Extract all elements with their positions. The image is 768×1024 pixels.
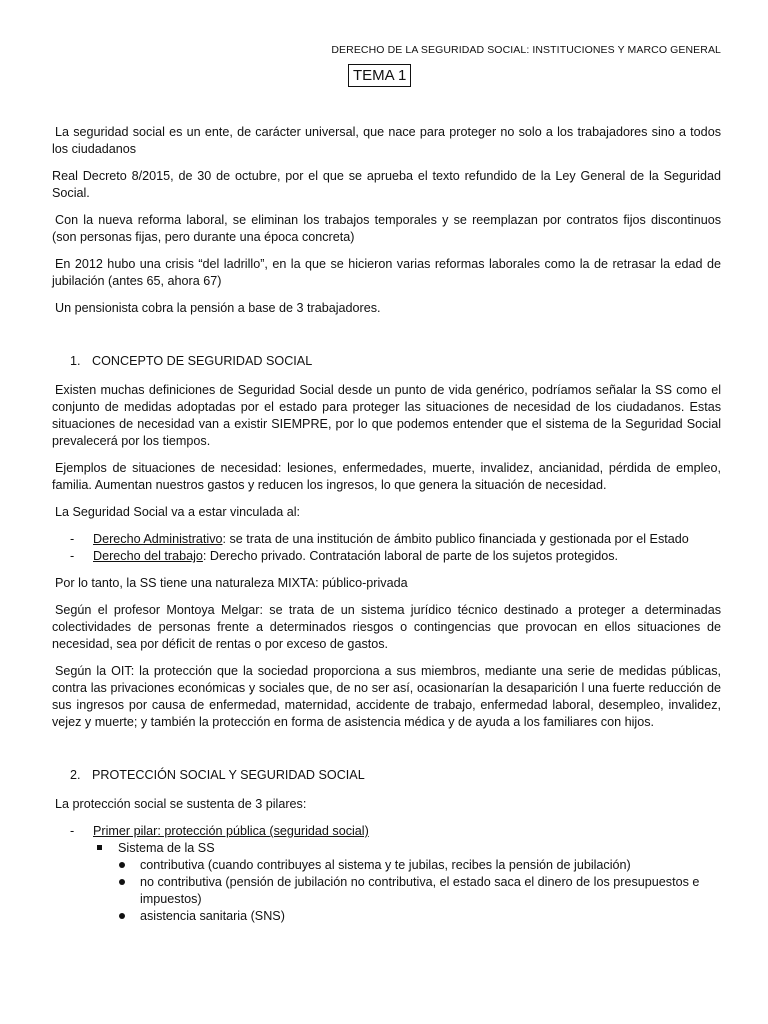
round-bullet-icon	[119, 879, 125, 885]
section-2-number: 2.	[70, 768, 81, 782]
intro-paragraph-4: En 2012 hubo una crisis “del ladrillo”, en la que se hicieron varias reformas laborales como la de retrasar la edad de jubilación (antes 65, ahora 67)	[52, 257, 721, 288]
dash-bullet: -	[70, 532, 75, 546]
intro-paragraph-2: Real Decreto 8/2015, de 30 de octubre, por el que se aprueba el texto refundido de la Ley General de la Seguridad Social.	[52, 169, 721, 200]
section-1-paragraph-6: Según la OIT: la protección que la sociedad proporciona a sus miembros, mediante una serie de medidas públicas, contra las privaciones económicas y sociales que, de no ser así, ocasionarían la desaparición l una fuerte reducción de sus ingresos por causa de enfermedad, maternidad, accidente de trabajo, enfermedad laboral, desempleo, invalidez, vejez y muerte; y también la protección en forma de asistencia médica y de ayuda a los familiares con hijos.	[52, 664, 721, 729]
pillar-list	[52, 823, 721, 840]
section-2-title: PROTECCIÓN SOCIAL Y SEGURIDAD SOCIAL	[92, 768, 365, 782]
intro-paragraph-3: Con la nueva reforma laboral, se eliminan los trabajos temporales y se reemplazan por contratos fijos discontinuos (son personas fijas, pero durante una época concreta)	[52, 213, 721, 244]
intro-paragraph-1: La seguridad social es un ente, de carácter universal, que nace para proteger no solo a los trabajadores sino a todos los ciudadanos	[52, 125, 721, 156]
tema-title-box: TEMA 1	[348, 64, 411, 87]
section-1-paragraph-3: La Seguridad Social va a estar vinculada al:	[55, 505, 301, 519]
list-item-text: asistencia sanitaria (SNS)	[140, 909, 285, 923]
list-item	[52, 531, 721, 548]
running-header: DERECHO DE LA SEGURIDAD SOCIAL: INSTITUCIONES Y MARCO GENERAL	[331, 44, 721, 56]
section-1-paragraph-2: Ejemplos de situaciones de necesidad: lesiones, enfermedades, muerte, invalidez, ancianidad, pérdida de empleo, familia. Aumentan nuestros gastos y reducen los ingresos, lo que genera la situación de necesidad.	[52, 461, 721, 492]
linked-law-list	[52, 531, 721, 565]
sublist-item-text: Sistema de la SS	[118, 841, 215, 855]
list-item	[52, 823, 721, 840]
document-body	[52, 124, 721, 925]
section-1-number: 1.	[70, 354, 81, 368]
dash-bullet: -	[70, 824, 75, 838]
section-1-title: CONCEPTO DE SEGURIDAD SOCIAL	[92, 354, 313, 368]
list-item	[52, 548, 721, 565]
section-1-heading	[52, 353, 721, 370]
section-2-heading	[52, 767, 721, 784]
square-bullet-icon	[97, 845, 102, 850]
list-item-text: : Derecho privado. Contratación laboral de parte de los sujetos protegidos.	[202, 549, 619, 563]
round-bullet-icon	[119, 913, 125, 919]
list-item-text: : se trata de una institución de ámbito publico financiada y gestionada por el Estado	[222, 532, 689, 546]
intro-paragraph-5: Un pensionista cobra la pensión a base de 3 trabajadores.	[55, 301, 381, 315]
list-item-text: no contributiva (pensión de jubilación no contributiva, el estado saca el dinero de los presupuestos e impuestos)	[140, 875, 700, 906]
pillar-sublist	[52, 840, 721, 857]
list-item	[52, 840, 721, 857]
round-bullet-icon	[119, 862, 125, 868]
section-1-paragraph-1: Existen muchas definiciones de Seguridad Social desde un punto de vida genérico, podríamos señalar la SS como el conjunto de medidas adoptadas por el estado para proteger las situaciones de necesidad de los ciudadanos. Estas situaciones de necesidad van a existir SIEMPRE, por lo que podemos entender que el sistema de la Seguridad Social prevalecerá por los tiempos.	[52, 383, 721, 448]
pillar-title: Primer pilar: protección pública (seguridad social)	[93, 824, 369, 838]
list-item	[52, 874, 721, 908]
section-1-paragraph-4: Por lo tanto, la SS tiene una naturaleza MIXTA: público-privada	[55, 576, 408, 590]
list-item-term: Derecho Administrativo	[93, 532, 223, 546]
list-item-term: Derecho del trabajo	[93, 549, 203, 563]
section-2-paragraph-1: La protección social se sustenta de 3 pilares:	[55, 797, 307, 811]
ss-system-list	[52, 857, 721, 925]
dash-bullet: -	[70, 549, 75, 563]
section-1-paragraph-5: Según el profesor Montoya Melgar: se trata de un sistema jurídico técnico destinado a proteger a determinadas colectividades de personas frente a determinados riesgos o contingencias que provocan en ellos situaciones de necesidad, sea por déficit de rentas o por exceso de gastos.	[52, 603, 721, 651]
list-item	[52, 908, 721, 925]
list-item	[52, 857, 721, 874]
list-item-text: contributiva (cuando contribuyes al sistema y te jubilas, recibes la pensión de jubilación)	[140, 858, 631, 872]
